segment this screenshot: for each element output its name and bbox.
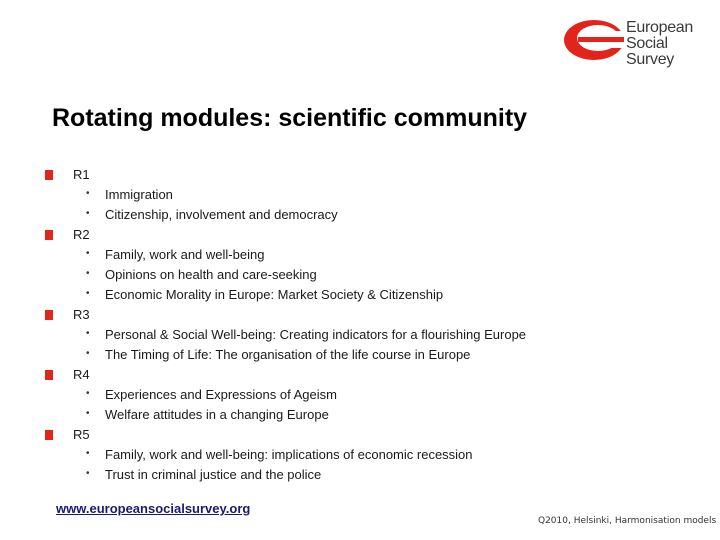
module-label: R5 — [73, 427, 90, 442]
module-label: R4 — [73, 367, 90, 382]
dot-bullet-icon: • — [86, 208, 90, 219]
module-heading — [0, 426, 700, 446]
logo-line-1: European — [626, 19, 693, 36]
dot-bullet-icon: • — [86, 328, 90, 339]
module-item-text: Welfare attitudes in a changing Europe — [105, 407, 329, 422]
module-item-text: Personal & Social Well-being: Creating indicators for a flourishing Europe — [105, 327, 527, 342]
dot-bullet-icon: • — [86, 388, 90, 399]
footer-note: Q2010, Helsinki, Harmonisation models — [538, 516, 717, 526]
dot-bullet-icon: • — [86, 268, 90, 279]
red-square-bullet-icon — [45, 370, 53, 380]
module-item — [0, 406, 700, 426]
module-item — [0, 286, 700, 306]
module-item-text: Experiences and Expressions of Ageism — [105, 387, 337, 402]
module-item-text: Family, work and well-being: implications of economic recession — [105, 447, 473, 462]
module-item — [0, 466, 700, 486]
red-square-bullet-icon — [45, 310, 53, 320]
module-item-text: Economic Morality in Europe: Market Society & Citizenship — [105, 287, 444, 302]
red-square-bullet-icon — [45, 430, 53, 440]
module-item-text: Family, work and well-being — [105, 247, 265, 262]
module-label: R1 — [73, 167, 90, 182]
dot-bullet-icon: • — [86, 248, 90, 259]
ess-logo — [562, 16, 702, 74]
module-item — [0, 346, 700, 366]
module-list — [0, 166, 700, 486]
website-link[interactable]: www.europeansocialsurvey.org — [56, 501, 251, 516]
module-item — [0, 206, 700, 226]
module-item-text: The Timing of Life: The organisation of the life course in Europe — [105, 347, 471, 362]
module-item — [0, 186, 700, 206]
module-heading — [0, 166, 700, 186]
logo-wordmark — [626, 20, 693, 68]
dot-bullet-icon: • — [86, 448, 90, 459]
dot-bullet-icon: • — [86, 468, 90, 479]
module-item — [0, 446, 700, 466]
module-label: R2 — [73, 227, 90, 242]
module-label: R3 — [73, 307, 90, 322]
logo-line-2: Social — [626, 35, 668, 52]
slide-title: Rotating modules: scientific community — [52, 104, 528, 132]
module-item-text: Trust in criminal justice and the police — [105, 467, 322, 482]
module-item — [0, 326, 700, 346]
module-item-text: Immigration — [105, 187, 173, 202]
module-item — [0, 266, 700, 286]
ess-logo-mark-icon — [562, 16, 632, 74]
module-item-text: Opinions on health and care-seeking — [105, 267, 317, 282]
module-item-text: Citizenship, involvement and democracy — [105, 207, 338, 222]
logo-line-3: Survey — [626, 51, 674, 68]
module-heading — [0, 306, 700, 326]
dot-bullet-icon: • — [86, 288, 90, 299]
module-heading — [0, 366, 700, 386]
module-heading — [0, 226, 700, 246]
red-square-bullet-icon — [45, 230, 53, 240]
dot-bullet-icon: • — [86, 348, 90, 359]
module-item — [0, 246, 700, 266]
dot-bullet-icon: • — [86, 408, 90, 419]
red-square-bullet-icon — [45, 170, 53, 180]
module-item — [0, 386, 700, 406]
dot-bullet-icon: • — [86, 188, 90, 199]
